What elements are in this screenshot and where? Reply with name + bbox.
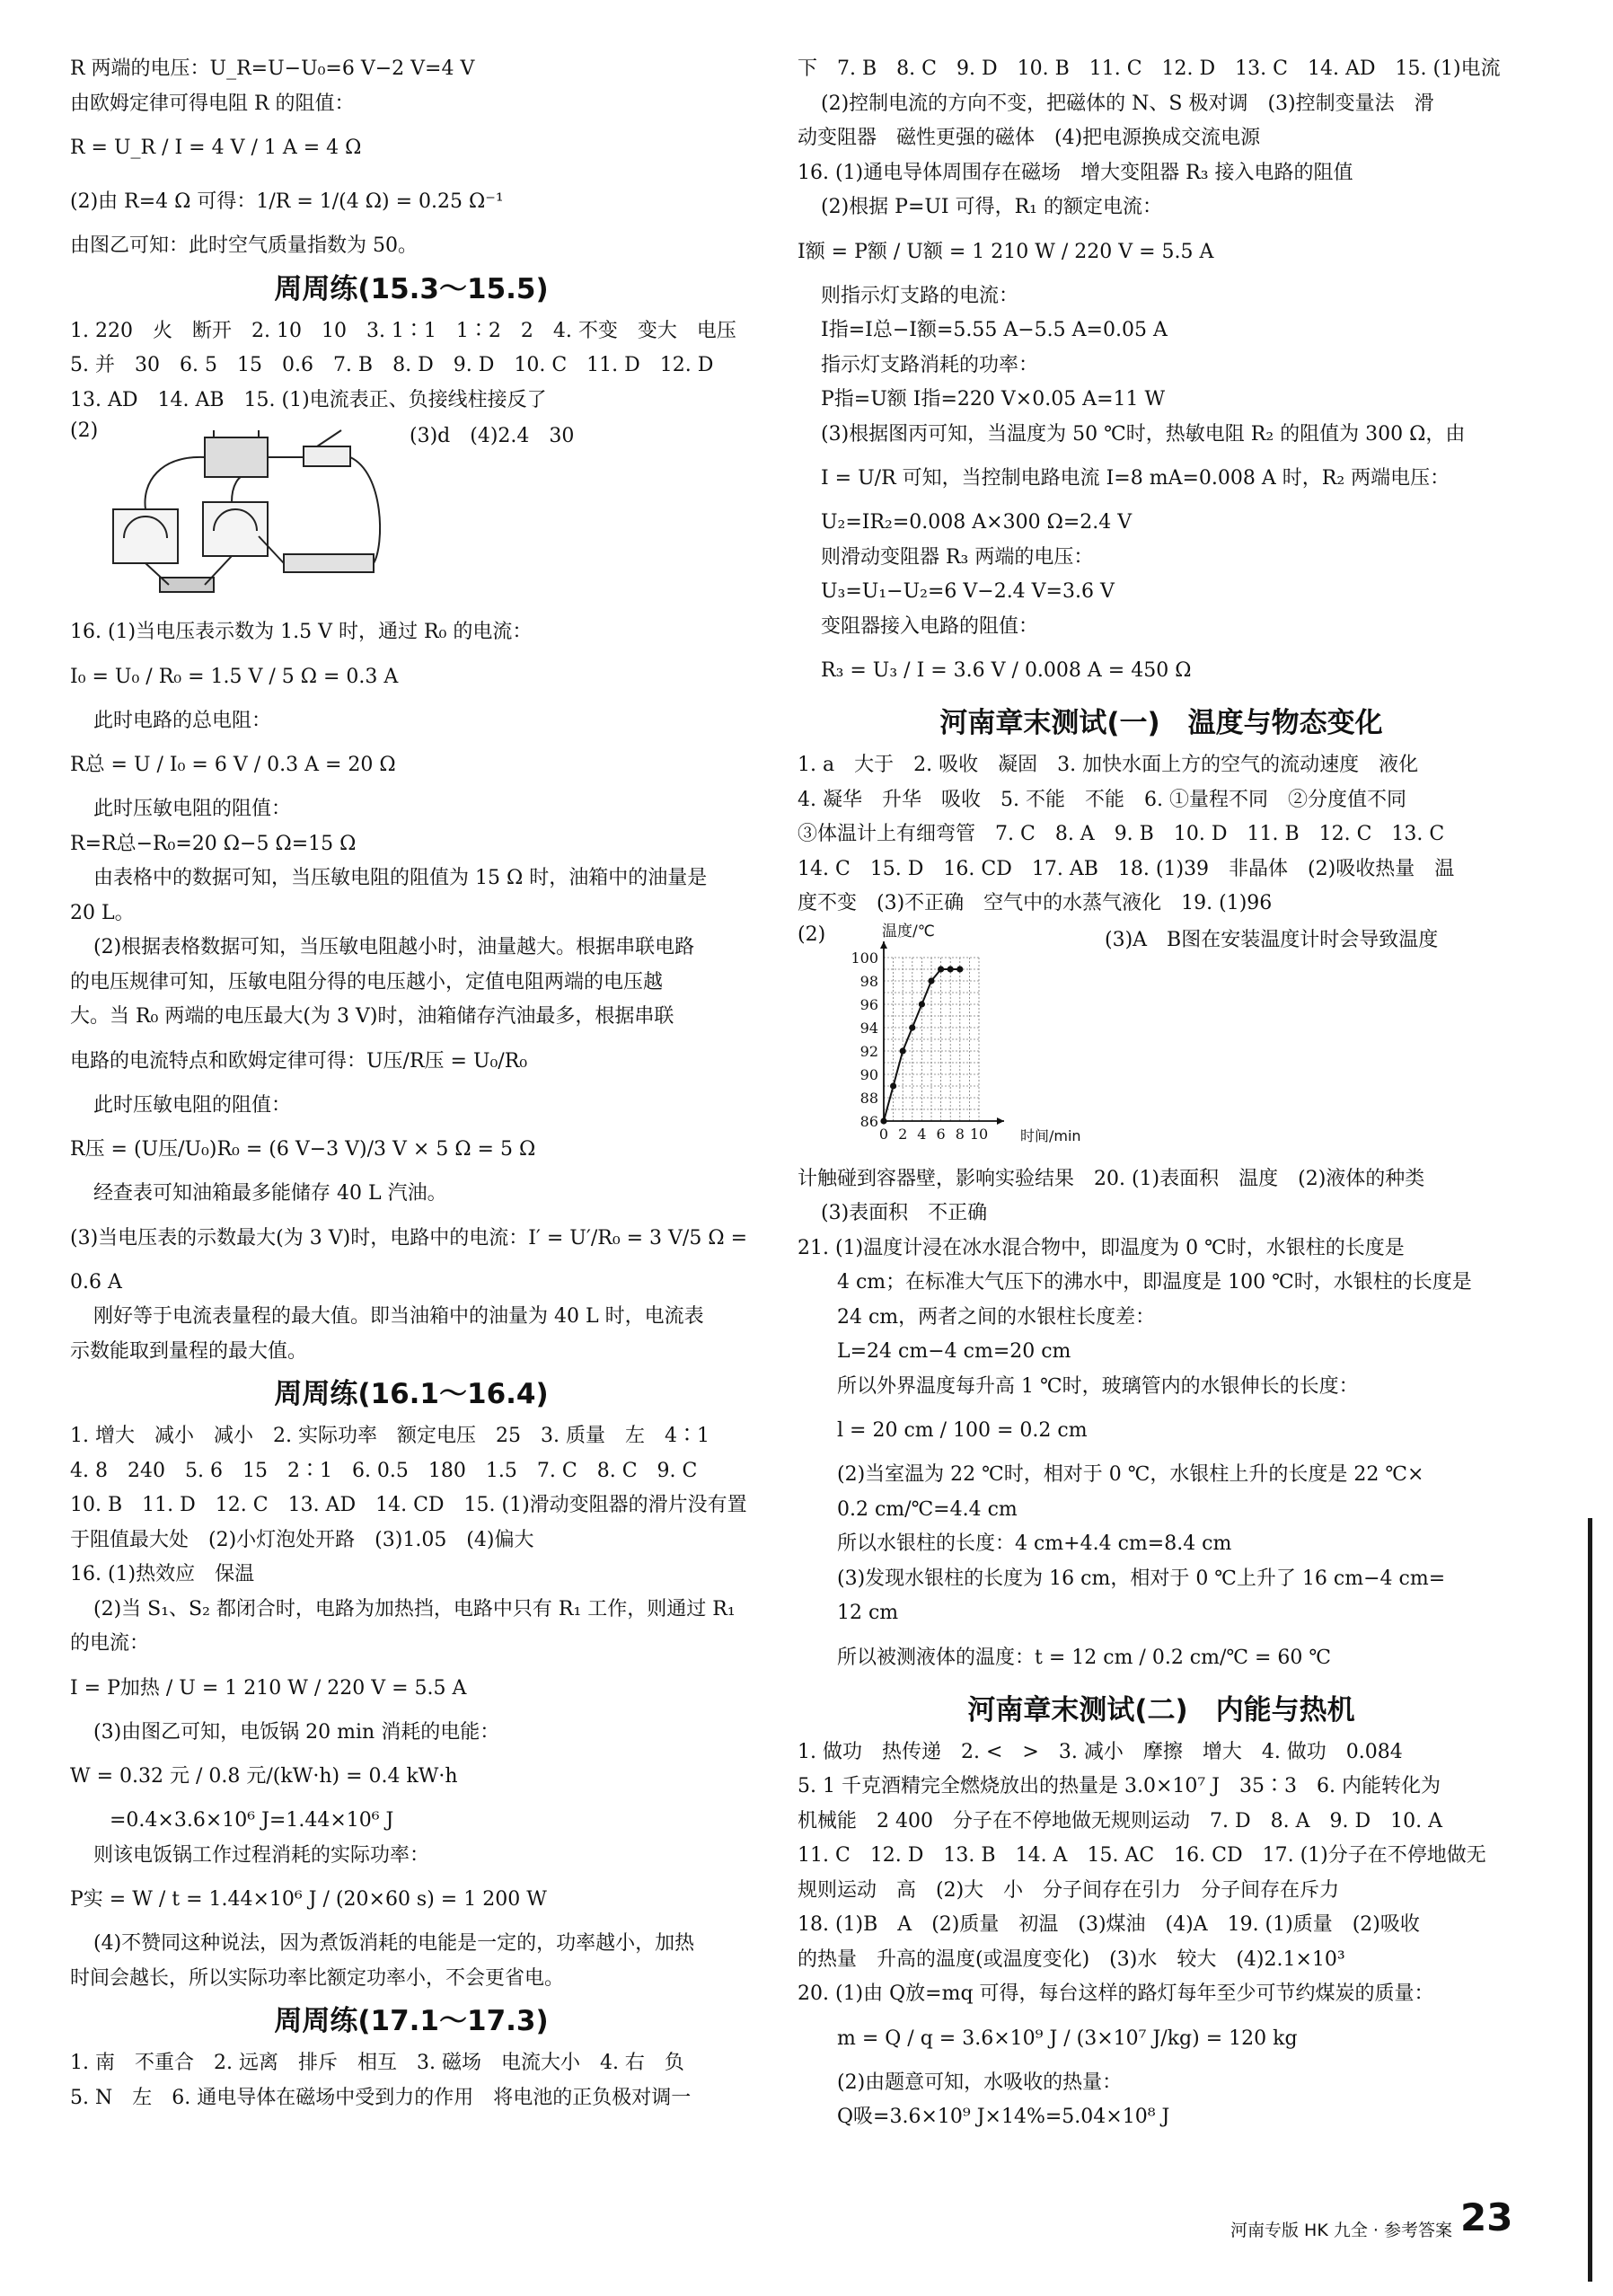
formula-line: R总 = U / I₀ = 6 V / 0.3 A = 20 Ω	[70, 754, 396, 776]
y-tick-label: 92	[859, 1042, 878, 1060]
answer-line: 13. AD 14. AB 15. (1)电流表正、负接线柱接反了	[70, 388, 547, 411]
formula-line: I₀ = U₀ / R₀ = 1.5 V / 5 Ω = 0.3 A	[70, 665, 399, 688]
answer-line: 10. B 11. D 12. C 13. AD 14. CD 15. (1)滑动变阻器的滑片没有置	[70, 1494, 747, 1516]
section-heading: 周周练(17.1～17.3)	[274, 2005, 549, 2037]
answer-line: 则该电饭锅工作过程消耗的实际功率：	[93, 1843, 430, 1867]
circuit-figure-block	[70, 419, 753, 612]
formula-line: R₃ = U₃ / I = 3.6 V / 0.008 A = 450 Ω	[821, 659, 1192, 682]
answer-line: 于阻值最大处 (2)小灯泡处开路 (3)1.05 (4)偏大	[70, 1528, 534, 1551]
answer-line: 5. 1 千克酒精完全燃烧放出的热量是 3.0×10⁷ J 35∶3 6. 内能转化为	[798, 1775, 1441, 1797]
answer-line: 0.2 cm/℃=4.4 cm	[837, 1497, 1018, 1521]
answer-line: 的热量 升高的温度(或温度变化) (3)水 较大 (4)2.1×10³	[798, 1947, 1345, 1971]
y-axis-arrow	[880, 941, 887, 949]
answer-line: ③体温计上有细弯管 7. C 8. A 9. B 10. D 11. B 12. C 13. C	[798, 823, 1445, 845]
answer-line: 5. 并 30 6. 5 15 0.6 7. B 8. D 9. D 10. C 11. D 12. D	[70, 354, 714, 376]
answer-line: 由图乙可知：此时空气质量指数为 50。	[70, 234, 418, 257]
y-tick-label: 96	[859, 995, 878, 1013]
answer-line: 4. 凝华 升华 吸收 5. 不能 不能 6. ①量程不同 ②分度值不同	[798, 788, 1406, 811]
answer-line: 1. a 大于 2. 吸收 凝固 3. 加快水面上方的空气的流动速度 液化	[798, 754, 1419, 776]
x-tick-label: 8	[955, 1125, 965, 1143]
answer-line: 21. (1)温度计浸在冰水混合物中，即温度为 0 ℃时，水银柱的长度是	[798, 1236, 1405, 1259]
footer-text: 河南专版 HK 九全 · 参考答案	[1230, 2221, 1452, 2240]
answer-line: 计触碰到容器壁，影响实验结果 20. (1)表面积 温度 (2)液体的种类	[798, 1167, 1425, 1190]
answer-line: 动变阻器 磁性更强的磁体 (4)把电源换成交流电源	[798, 127, 1261, 149]
answer-line: (2)当室温为 22 ℃时，相对于 0 ℃，水银柱上升的长度是 22 ℃×	[837, 1463, 1424, 1486]
answer-line: 4. 8 240 5. 6 15 2∶1 6. 0.5 180 1.5 7. C 8. C 9. C	[70, 1459, 698, 1482]
section-heading: 河南章末测试(二) 内能与热机	[967, 1693, 1355, 1726]
answer-line: 5. N 左 6. 通电导体在磁场中受到力的作用 将电池的正负极对调一	[70, 2086, 692, 2109]
y-tick-label: 88	[859, 1089, 878, 1107]
answer-line: (2)根据表格数据可知，当压敏电阻越小时，油量越大。根据串联电路	[93, 936, 695, 958]
answer-line: =0.4×3.6×10⁶ J=1.44×10⁶ J	[110, 1809, 394, 1832]
temperature-chart	[826, 920, 1096, 1155]
figure-side-text: (3)d (4)2.4 30	[410, 425, 575, 447]
data-point	[880, 1117, 886, 1124]
answer-line: 18. (1)B A (2)质量 初温 (3)煤油 (4)A 19. (1)质量 (2)吸收	[798, 1913, 1420, 1936]
answer-line: 16. (1)当电压表示数为 1.5 V 时，通过 R₀ 的电流：	[70, 621, 533, 643]
answer-line: 由欧姆定律可得电阻 R 的阻值：	[70, 92, 355, 115]
x-axis-arrow	[997, 1117, 1004, 1125]
answer-line: 24 cm，两者之间的水银柱长度差：	[837, 1305, 1156, 1329]
figure-side-text: (3)A B图在安装温度计时会导致温度	[1105, 928, 1439, 951]
answer-line: R 两端的电压：U_R=U−U₀=6 V−2 V=4 V	[70, 57, 475, 80]
section-heading: 周周练(15.3～15.5)	[274, 272, 549, 305]
figure-label: (2)	[70, 419, 99, 442]
formula-line: (2)由 R=4 Ω 可得：1/R = 1/(4 Ω) = 0.25 Ω⁻¹	[70, 190, 504, 213]
answer-line: 4 cm；在标准大气压下的沸水中，即温度是 100 ℃时，水银柱的长度是	[837, 1271, 1472, 1294]
answer-line: 此时压敏电阻的阻值：	[93, 1093, 292, 1117]
answer-line: (3)表面积 不正确	[821, 1202, 988, 1224]
answer-line: 16. (1)通电导体周围存在磁场 增大变阻器 R₃ 接入电路的阻值	[798, 161, 1353, 184]
answer-line: U₂=IR₂=0.008 A×300 Ω=2.4 V	[821, 511, 1133, 534]
answer-line: 1. 南 不重合 2. 远离 排斥 相互 3. 磁场 电流大小 4. 右 负	[70, 2052, 684, 2074]
answer-line: 11. C 12. D 13. B 14. A 15. AC 16. CD 17. (1)分子在不停地做无	[798, 1844, 1486, 1867]
answer-line: 1. 增大 减小 减小 2. 实际功率 额定电压 25 3. 质量 左 4∶1	[70, 1425, 710, 1447]
answer-line: 的电流：	[70, 1632, 150, 1655]
answer-line: 规则运动 高 (2)大 小 分子间存在引力 分子间存在斥力	[798, 1878, 1340, 1902]
answer-line: 下 7. B 8. C 9. D 10. B 11. C 12. D 13. C 14. AD 15. (1)电流	[798, 57, 1501, 80]
x-tick-label: 2	[898, 1125, 908, 1143]
y-tick-label: 90	[859, 1065, 878, 1083]
answer-line: 此时电路的总电阻：	[93, 709, 272, 732]
x-tick-label: 4	[917, 1125, 927, 1143]
chart-y-axis-label: 温度/℃	[882, 922, 935, 940]
answer-line: L=24 cm−4 cm=20 cm	[837, 1340, 1071, 1363]
y-tick-label: 86	[859, 1112, 878, 1130]
data-point	[900, 1047, 906, 1054]
formula-line: 所以被测液体的温度：t = 12 cm / 0.2 cm/℃ = 60 ℃	[837, 1646, 1332, 1669]
formula-line: P实 = W / t = 1.44×10⁶ J / (20×60 s) = 1 200 W	[70, 1888, 547, 1911]
data-point	[890, 1082, 896, 1089]
answer-line: (2)控制电流的方向不变，把磁体的 N、S 极对调 (3)控制变量法 滑	[821, 92, 1434, 115]
answer-line: 经查表可知油箱最多能储存 40 L 汽油。	[93, 1182, 447, 1205]
answer-line: 时间会越长，所以实际功率比额定功率小，不会更省电。	[70, 1966, 565, 1990]
answer-line: (3)发现水银柱的长度为 16 cm，相对于 0 ℃上升了 16 cm−4 cm=	[837, 1567, 1446, 1590]
data-point	[919, 1001, 925, 1007]
formula-line: (3)当电压表的示数最大(为 3 V)时，电路中的电流：I′ = U′/R₀ = 3 V/5 Ω =	[70, 1226, 748, 1250]
data-point	[948, 966, 954, 972]
temperature-chart-block	[798, 923, 1525, 1159]
page-edge-bar	[1588, 1518, 1592, 2282]
page-number: 23	[1460, 2195, 1513, 2239]
data-point	[938, 966, 944, 972]
data-point	[956, 966, 963, 972]
data-point	[928, 977, 934, 984]
answer-line: 度不变 (3)不正确 空气中的水蒸气液化 19. (1)96	[798, 892, 1273, 914]
answer-line: (3)根据图丙可知，当温度为 50 ℃时，热敏电阻 R₂ 的阻值为 300 Ω，由	[821, 422, 1466, 446]
answer-line: 由表格中的数据可知，当压敏电阻的阻值为 15 Ω 时，油箱中的油量是	[93, 867, 708, 889]
answer-line: 20 L。	[70, 901, 135, 924]
formula-line: R压 = (U压/U₀)R₀ = (6 V−3 V)/3 V × 5 Ω = 5 Ω	[70, 1138, 536, 1161]
formula-line: 电路的电流特点和欧姆定律可得：U压/R压 = U₀/R₀	[70, 1049, 528, 1073]
formula-line: m = Q / q = 3.6×10⁹ J / (3×10⁷ J/kg) = 120 kg	[837, 2027, 1298, 2050]
y-tick-label: 98	[859, 972, 878, 990]
x-tick-label: 10	[969, 1125, 989, 1143]
formula-line: R = U_R / I = 4 V / 1 A = 4 Ω	[70, 137, 362, 159]
left-column	[70, 52, 753, 2115]
x-tick-label: 0	[878, 1125, 889, 1143]
formula-line: I额 = P额 / U额 = 1 210 W / 220 V = 5.5 A	[798, 240, 1214, 263]
section-heading: 河南章末测试(一) 温度与物态变化	[939, 707, 1383, 739]
answer-line: I指=I总−I额=5.55 A−5.5 A=0.05 A	[821, 319, 1168, 341]
answer-line: 14. C 15. D 16. CD 17. AB 18. (1)39 非晶体 (2)吸收热量 温	[798, 857, 1455, 880]
y-tick-label: 100	[851, 949, 878, 967]
formula-line: I = U/R 可知，当控制电路电流 I=8 mA=0.008 A 时，R₂ 两端电压：	[821, 467, 1450, 490]
answer-line: 刚好等于电流表量程的最大值。即当油箱中的油量为 40 L 时，电流表	[93, 1305, 704, 1328]
answer-line: 示数能取到量程的最大值。	[70, 1339, 308, 1363]
answer-line: 变阻器接入电路的阻值：	[821, 614, 1039, 638]
answer-line: R=R总−R₀=20 Ω−5 Ω=15 Ω	[70, 832, 357, 855]
answer-line: (2)由题意可知，水吸收的热量：	[837, 2071, 1123, 2094]
answer-line: 大。当 R₀ 两端的电压最大(为 3 V)时，油箱储存汽油最多，根据串联	[70, 1005, 674, 1028]
formula-line: l = 20 cm / 100 = 0.2 cm	[837, 1419, 1088, 1442]
answer-line: 1. 220 火 断开 2. 10 10 3. 1∶1 1∶2 2 4. 不变 变大 电压	[70, 319, 736, 342]
answer-line: (4)不赞同这种说法，因为煮饭消耗的电能是一定的，功率越小，加热	[93, 1932, 695, 1955]
x-tick-label: 6	[936, 1125, 946, 1143]
formula-line: I = P加热 / U = 1 210 W / 220 V = 5.5 A	[70, 1676, 467, 1700]
answer-line: (3)由图乙可知，电饭锅 20 min 消耗的电能：	[93, 1720, 500, 1744]
answer-line: 0.6 A	[70, 1270, 122, 1294]
answer-line: 的电压规律可知，压敏电阻分得的电压越小，定值电阻两端的电压越	[70, 970, 664, 993]
data-point	[909, 1024, 915, 1030]
answer-line: (2)根据 P=UI 可得，R₁ 的额定电流：	[821, 196, 1162, 218]
answer-line: P指=U额 I指=220 V×0.05 A=11 W	[821, 388, 1166, 411]
circuit-diagram	[106, 419, 402, 612]
answer-line: 20. (1)由 Q放=mq 可得，每台这样的路灯每年至少可节约煤炭的质量：	[798, 1983, 1434, 2005]
answer-line: 此时压敏电阻的阻值：	[93, 798, 292, 820]
answer-line: 12 cm	[837, 1602, 899, 1624]
answer-line: 指示灯支路消耗的功率：	[821, 353, 1039, 376]
answer-line: U₃=U₁−U₂=6 V−2.4 V=3.6 V	[821, 580, 1115, 603]
answer-line: 1. 做功 热传递 2. < > 3. 减小 摩擦 增大 4. 做功 0.084	[798, 1740, 1403, 1763]
chart-x-axis-label: 时间/min	[1020, 1126, 1081, 1144]
right-column	[798, 52, 1525, 2135]
y-tick-label: 94	[859, 1019, 878, 1037]
answer-line: 所以外界温度每升高 1 ℃时，玻璃管内的水银伸长的长度：	[837, 1374, 1359, 1398]
formula-line: W = 0.32 元 / 0.8 元/(kW·h) = 0.4 kW·h	[70, 1765, 458, 1788]
section-heading: 周周练(16.1～16.4)	[274, 1378, 549, 1410]
answer-line: 则指示灯支路的电流：	[821, 284, 1019, 307]
answer-line: Q吸=3.6×10⁹ J×14%=5.04×10⁸ J	[837, 2106, 1170, 2128]
answer-line: 则滑动变阻器 R₃ 两端的电压：	[821, 545, 1094, 569]
figure-label: (2)	[798, 923, 826, 946]
answer-line: 所以水银柱的长度：4 cm+4.4 cm=8.4 cm	[837, 1532, 1232, 1555]
answer-line: (2)当 S₁、S₂ 都闭合时，电路为加热挡，电路中只有 R₁ 工作，则通过 R₁	[93, 1597, 736, 1620]
answer-line: 16. (1)热效应 保温	[70, 1563, 255, 1585]
answer-line: 机械能 2 400 分子在不停地做无规则运动 7. D 8. A 9. D 10. A	[798, 1809, 1442, 1832]
